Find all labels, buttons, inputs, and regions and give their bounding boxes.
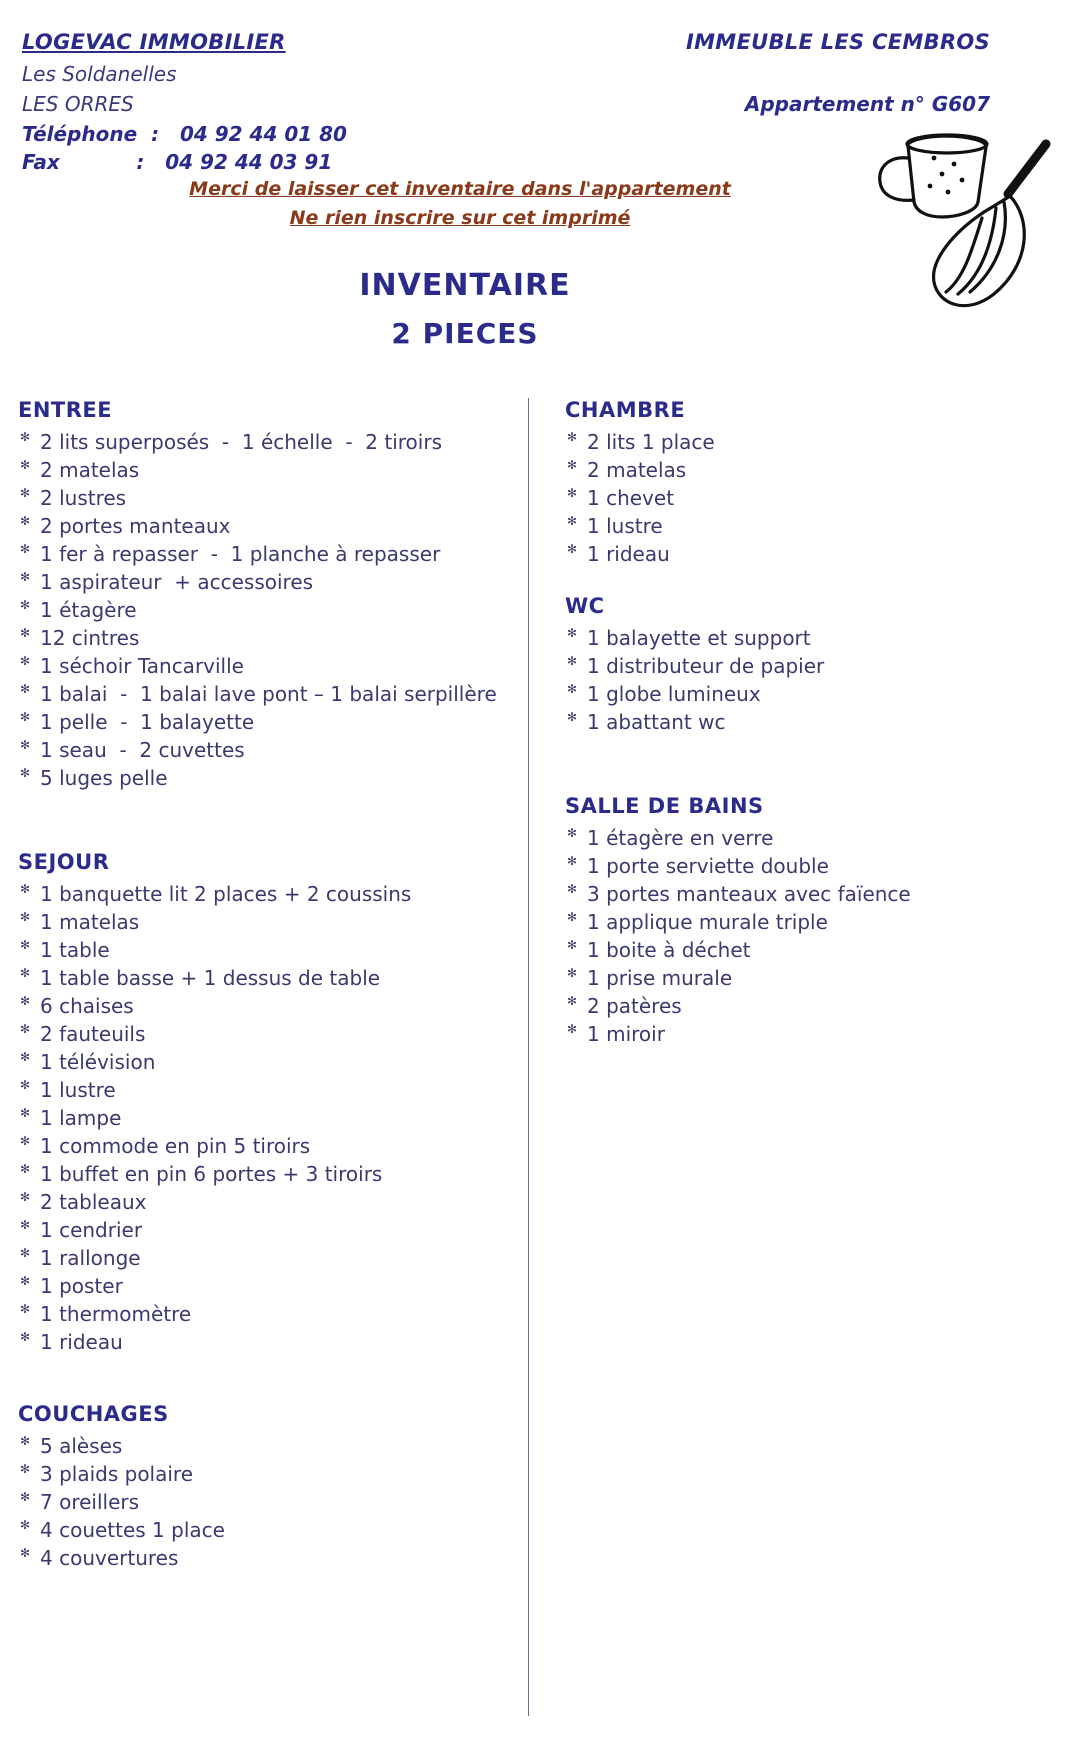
list-item: ✻ 1 abattant wc	[565, 708, 1065, 736]
spacer	[18, 1356, 509, 1402]
list-item: ✻ 1 séchoir Tancarville	[18, 652, 509, 680]
section-list-couchages	[18, 1432, 509, 1572]
right-column	[565, 398, 1065, 1048]
list-item: ✻ 1 seau - 2 cuvettes	[18, 736, 509, 764]
spacer	[565, 736, 1065, 794]
list-item: ✻ 3 portes manteaux avec faïence	[565, 880, 1065, 908]
list-item: ✻ 1 lampe	[18, 1104, 509, 1132]
list-item: ✻ 5 luges pelle	[18, 764, 509, 792]
list-item: ✻ 12 cintres	[18, 624, 509, 652]
title-main: INVENTAIRE	[359, 268, 571, 303]
list-item: ✻ 1 prise murale	[565, 964, 1065, 992]
list-item: ✻ 6 chaises	[18, 992, 509, 1020]
section-heading-salle-de-bains: SALLE DE BAINS	[565, 794, 764, 818]
inventory-columns	[0, 398, 1080, 1718]
list-item: ✻ 2 lustres	[18, 484, 509, 512]
list-item: ✻ 2 lits superposés - 1 échelle - 2 tiroirs	[18, 428, 509, 456]
list-item: ✻ 1 commode en pin 5 tiroirs	[18, 1132, 509, 1160]
list-item: ✻ 1 rideau	[565, 540, 1065, 568]
list-item: ✻ 7 oreillers	[18, 1488, 509, 1516]
list-item: ✻ 1 étagère	[18, 596, 509, 624]
list-item: ✻ 1 miroir	[565, 1020, 1065, 1048]
list-item: ✻ 4 couettes 1 place	[18, 1516, 509, 1544]
section-list-sejour	[18, 880, 509, 1356]
list-item: ✻ 1 rallonge	[18, 1244, 509, 1272]
section-heading-entree: ENTREE	[18, 398, 113, 422]
title-sub: 2 PIECES	[391, 317, 539, 350]
column-divider	[528, 398, 529, 1716]
list-item: ✻ 4 couvertures	[18, 1544, 509, 1572]
spacer	[565, 568, 1065, 594]
phone-line: Téléphone : 04 92 44 01 80	[22, 122, 347, 146]
section-heading-couchages: COUCHAGES	[18, 1402, 169, 1426]
section-list-wc	[565, 624, 1065, 736]
list-item: ✻ 2 patères	[565, 992, 1065, 1020]
building-block	[570, 30, 990, 116]
section-heading-wc: WC	[565, 594, 605, 618]
list-item: ✻ 1 matelas	[18, 908, 509, 936]
list-item: ✻ 3 plaids polaire	[18, 1460, 509, 1488]
list-item: ✻ 1 applique murale triple	[565, 908, 1065, 936]
address-line-2: LES ORRES	[22, 92, 134, 116]
list-item: ✻ 2 tableaux	[18, 1188, 509, 1216]
list-item: ✻ 1 aspirateur + accessoires	[18, 568, 509, 596]
document-header	[0, 0, 1080, 174]
list-item: ✻ 5 alèses	[18, 1432, 509, 1460]
list-item: ✻ 1 balayette et support	[565, 624, 1065, 652]
list-item: ✻ 1 lustre	[18, 1076, 509, 1104]
company-name: LOGEVAC IMMOBILIER	[22, 30, 286, 54]
agency-block	[22, 30, 622, 178]
list-item: ✻ 1 chevet	[565, 484, 1065, 512]
list-item: ✻ 2 matelas	[565, 456, 1065, 484]
list-item: ✻ 1 rideau	[18, 1328, 509, 1356]
notice-line-2: Ne rien inscrire sur cet imprimé	[289, 207, 631, 229]
list-item: ✻ 1 balai - 1 balai lave pont – 1 balai serpillère	[18, 680, 509, 708]
list-item: ✻ 1 distributeur de papier	[565, 652, 1065, 680]
list-item: ✻ 1 boite à déchet	[565, 936, 1065, 964]
section-list-salle-de-bains	[565, 824, 1065, 1048]
list-item: ✻ 1 télévision	[18, 1048, 509, 1076]
list-item: ✻ 1 fer à repasser - 1 planche à repasser	[18, 540, 509, 568]
apartment-number: Appartement n° G607	[744, 92, 990, 116]
spacer	[18, 792, 509, 850]
fax-line: Fax : 04 92 44 03 91	[22, 150, 333, 174]
section-heading-sejour: SEJOUR	[18, 850, 110, 874]
list-item: ✻ 2 matelas	[18, 456, 509, 484]
left-column	[18, 398, 523, 1572]
list-item: ✻ 1 table	[18, 936, 509, 964]
list-item: ✻ 2 fauteuils	[18, 1020, 509, 1048]
address-line-1: Les Soldanelles	[22, 62, 177, 86]
list-item: ✻ 2 lits 1 place	[565, 428, 1065, 456]
list-item: ✻ 2 portes manteaux	[18, 512, 509, 540]
section-list-entree	[18, 428, 509, 792]
section-list-chambre	[565, 428, 1065, 568]
list-item: ✻ 1 poster	[18, 1272, 509, 1300]
list-item: ✻ 1 thermomètre	[18, 1300, 509, 1328]
building-name: IMMEUBLE LES CEMBROS	[685, 30, 990, 54]
list-item: ✻ 1 cendrier	[18, 1216, 509, 1244]
list-item: ✻ 1 pelle - 1 balayette	[18, 708, 509, 736]
list-item: ✻ 1 lustre	[565, 512, 1065, 540]
section-heading-chambre: CHAMBRE	[565, 398, 686, 422]
notice-line-1: Merci de laisser cet inventaire dans l'appartement	[189, 178, 731, 200]
list-item: ✻ 1 porte serviette double	[565, 852, 1065, 880]
list-item: ✻ 1 globe lumineux	[565, 680, 1065, 708]
list-item: ✻ 1 table basse + 1 dessus de table	[18, 964, 509, 992]
list-item: ✻ 1 banquette lit 2 places + 2 coussins	[18, 880, 509, 908]
list-item: ✻ 1 buffet en pin 6 portes + 3 tiroirs	[18, 1160, 509, 1188]
page-title	[0, 268, 1080, 350]
list-item: ✻ 1 étagère en verre	[565, 824, 1065, 852]
